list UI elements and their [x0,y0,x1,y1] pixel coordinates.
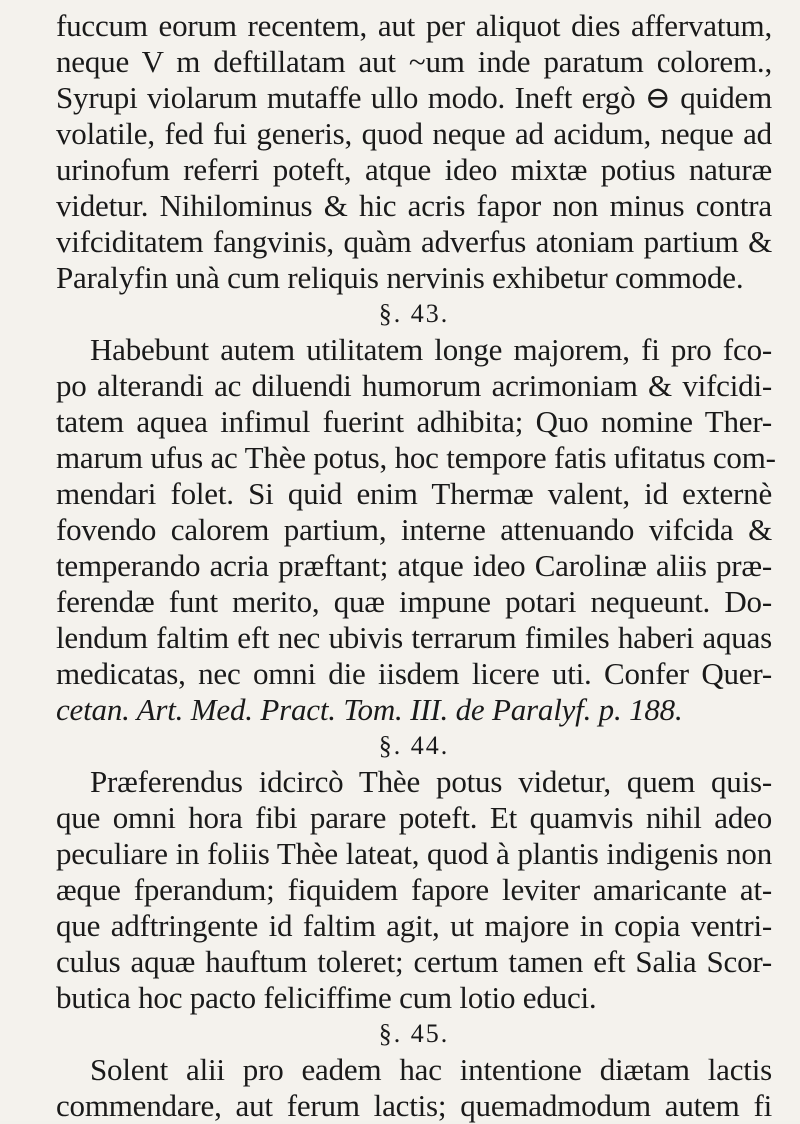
text-line: commendare, aut ferum lactis; quemadmodum autem fi [56,1088,772,1123]
text-line: Habebunt autem utilitatem longe majorem, fi pro fco- [90,332,772,367]
text-line: mendari folet. Si quid enim Thermæ valent, id externè [56,476,772,511]
text-line: Solent alii pro eadem hac intentione diætam lactis [90,1052,772,1087]
section-number-43: §. 43. [378,299,450,328]
text-line: volatile, fed fui generis, quod neque ad acidum, neque ad [56,116,772,151]
text-line: po alterandi ac diluendi humorum acrimoniam & vifcidi- [56,368,772,403]
text-line: neque V m deftillatam aut ~um inde paratum colorem., [56,44,772,79]
text-line: temperando acria præftant; atque ideo Carolinæ aliis præ- [56,548,772,583]
text-line: vifciditatem fangvinis, quàm adverfus atoniam partium & [56,224,772,259]
text-line: fuccum eorum recentem, aut per aliquot dies affervatum, [56,8,772,43]
text-line: fovendo calorem partium, interne attenuando vifcida & [56,512,772,547]
text-line: æque fperandum; fiquidem fapore leviter amaricante at- [56,872,772,907]
text-line: butica hoc pacto feliciffime cum lotio educi. [56,980,597,1015]
section-number-44: §. 44. [378,731,450,760]
text-line: Paralyfin unà cum reliquis nervinis exhibetur commode. [56,260,744,295]
text-line: culus aquæ hauftum toleret; certum tamen eft Salia Scor- [56,944,772,979]
text-line: medicatas, nec omni die iisdem licere uti. Confer Quer- [56,656,772,691]
text-line: que omni hora fibi parare poteft. Et quamvis nihil adeo [56,800,772,835]
text-line: ferendæ funt merito, quæ impune potari nequeunt. Do- [56,584,772,619]
text-line: marum ufus ac Thèe potus, hoc tempore fatis ufitatus com- [56,440,776,475]
text-line: tatem aquea infimul fuerint adhibita; Quo nomine Ther- [56,404,772,439]
text-line: que adftringente id faltim agit, ut majore in copia ventri- [56,908,772,943]
text-line: urinofum referri poteft, atque ideo mixtæ potius naturæ [56,152,772,187]
citation-line: cetan. Art. Med. Pract. Tom. III. de Paralyf. p. 188. [56,692,683,727]
text-line: peculiare in foliis Thèe lateat, quod à plantis indigenis non [56,836,772,871]
text-line: Præferendus idcircò Thèe potus videtur, quem quis- [90,764,772,799]
text-line: videtur. Nihilominus & hic acris fapor non minus contra [56,188,772,223]
section-number-45: §. 45. [378,1019,450,1048]
text-line: lendum faltim eft nec ubivis terrarum fimiles haberi aquas [56,620,772,655]
text-line: Syrupi violarum mutaffe ullo modo. Ineft ergò ⊖ quidem [56,80,772,115]
